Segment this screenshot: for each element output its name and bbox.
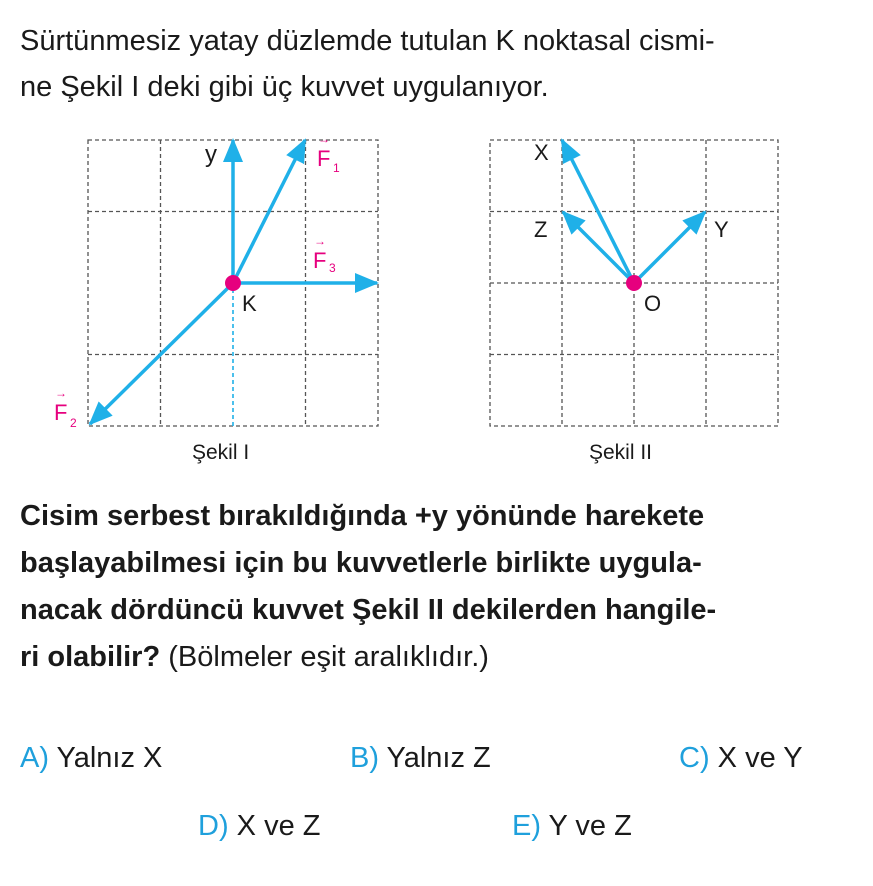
y-axis-label: y — [205, 141, 217, 168]
point-o — [626, 275, 642, 291]
question-note: (Bölmeler eşit aralıklıdır.) — [160, 641, 489, 673]
option-b[interactable] — [350, 742, 491, 775]
figure2-caption: Şekil II — [589, 441, 653, 464]
question-text — [20, 493, 860, 681]
vector-z-arrow — [563, 212, 634, 283]
f3-vector-sign: → — [314, 234, 326, 248]
option-a-text: Yalnız X — [49, 742, 163, 774]
option-c-text: X ve Y — [709, 742, 803, 774]
option-e[interactable] — [512, 810, 632, 843]
vector-z-label: Z — [534, 217, 548, 242]
point-o-label: O — [644, 291, 662, 316]
f1-letter: F — [317, 146, 331, 171]
force-f1-label — [317, 132, 340, 175]
f1-vector-sign: → — [318, 132, 330, 146]
question-line: nacak dördüncü kuvvet Şekil II dekilerden hangile- — [20, 594, 717, 626]
option-e-letter: E) — [512, 810, 541, 842]
question-last-bold: ri olabilir? — [20, 641, 161, 673]
f2-letter: F — [54, 400, 68, 425]
option-d-letter: D) — [198, 810, 229, 842]
force-f2-label — [54, 386, 77, 430]
point-k — [225, 275, 241, 291]
force-f3-label — [313, 234, 336, 275]
option-a[interactable] — [20, 742, 162, 775]
point-k-label: K — [242, 291, 257, 316]
option-d-text: X ve Z — [228, 810, 321, 842]
force-f2-arrow — [90, 283, 233, 424]
option-d[interactable] — [198, 810, 320, 843]
question-line-last — [20, 634, 860, 681]
option-a-letter: A) — [20, 742, 49, 774]
figure1-caption: Şekil I — [192, 441, 250, 464]
option-b-letter: B) — [350, 742, 379, 774]
intro-line: Sürtünmesiz yatay düzlemde tutulan K noktasal cismi- — [20, 25, 715, 57]
option-c-letter: C) — [679, 742, 710, 774]
question-line: başlayabilmesi için bu kuvvetlerle birlikte uygula- — [20, 547, 702, 579]
option-c[interactable] — [679, 742, 803, 775]
f3-subscript: 3 — [329, 261, 336, 275]
vector-y-arrow — [634, 212, 705, 283]
f1-subscript: 1 — [333, 161, 340, 175]
question-line: Cisim serbest bırakıldığında +y yönünde harekete — [20, 500, 705, 532]
vector-x-label: X — [534, 140, 549, 165]
option-b-text: Yalnız Z — [379, 742, 491, 774]
intro-line: ne Şekil I deki gibi üç kuvvet uygulanıyor. — [20, 71, 549, 103]
option-e-text: Y ve Z — [541, 810, 632, 842]
f2-subscript: 2 — [70, 416, 77, 430]
f3-letter: F — [313, 248, 327, 273]
f2-vector-sign: → — [55, 386, 67, 400]
vector-y-label: Y — [714, 217, 729, 242]
